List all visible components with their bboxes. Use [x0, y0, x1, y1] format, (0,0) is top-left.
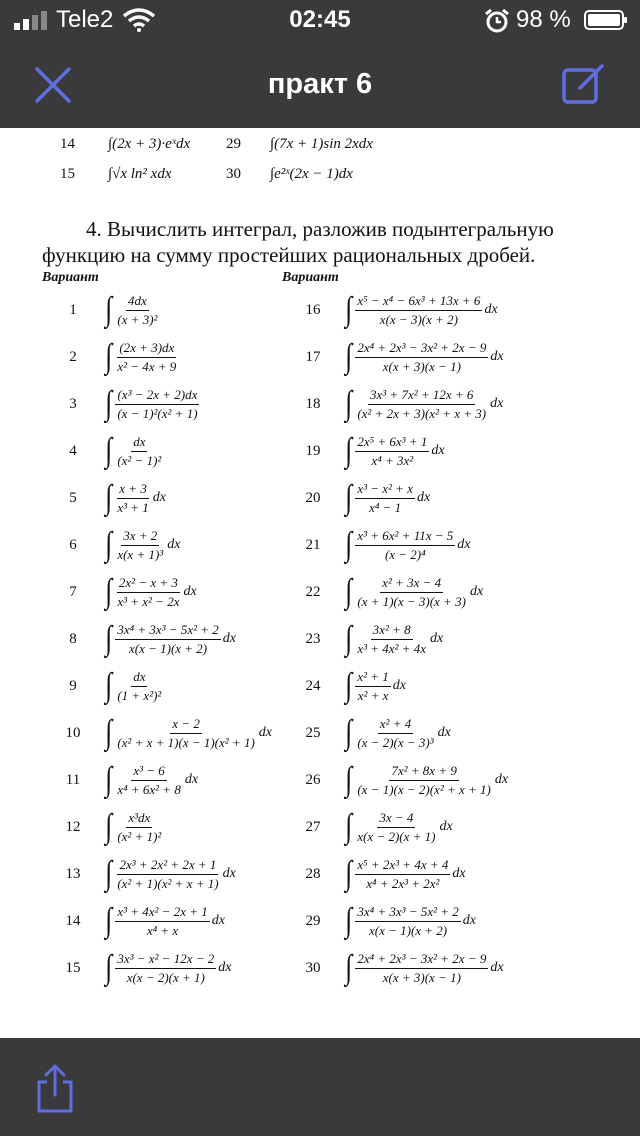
row-number: 29	[226, 136, 241, 152]
integral-expression	[104, 288, 159, 332]
integral-expression	[344, 288, 498, 332]
variant-number: 21	[305, 537, 321, 553]
integral-sign: ∫	[345, 902, 353, 939]
differential: dx	[490, 349, 504, 364]
fraction	[115, 622, 220, 657]
variant-number: 18	[305, 396, 321, 412]
fraction	[115, 716, 256, 751]
integral-sign: ∫	[345, 479, 353, 516]
numerator: x⁵ − x⁴ − 6x³ + 13x + 6	[355, 293, 482, 311]
denominator: x⁴ + x	[146, 922, 179, 938]
variant-number: 16	[305, 302, 321, 318]
variant-number: 3	[69, 396, 77, 412]
numerator: 3x⁴ + 3x³ − 5x² + 2	[355, 904, 460, 922]
variant-number: 28	[305, 866, 321, 882]
fraction	[355, 904, 460, 939]
fraction	[115, 763, 183, 798]
variant-number: 27	[305, 819, 321, 835]
numerator: (x³ − 2x + 2)dx	[115, 387, 199, 405]
denominator: x(x − 1)(x + 2)	[128, 640, 208, 656]
integral-sign: ∫	[105, 714, 113, 751]
differential: dx	[184, 772, 199, 787]
denominator: x⁴ + 2x³ + 2x²	[366, 875, 440, 891]
integral-expression	[344, 711, 451, 755]
integral-expression	[344, 664, 406, 708]
integral-sign: ∫	[105, 526, 113, 563]
denominator: x(x + 3)(x − 1)	[382, 358, 461, 374]
differential: dx	[437, 725, 451, 740]
variant-number: 4	[69, 443, 77, 459]
integral-sign: ∫	[105, 338, 113, 375]
numerator: x³ + 6x² + 11x − 5	[355, 528, 455, 546]
compose-icon[interactable]	[560, 62, 608, 106]
integral-expression	[344, 899, 476, 943]
numerator: x² + 3x − 4	[380, 575, 443, 593]
fraction	[355, 481, 415, 516]
row-number: 15	[60, 166, 75, 182]
task-heading	[42, 216, 612, 268]
integral-expression	[344, 476, 430, 520]
numerator: x⁵ + 2x³ + 4x + 4	[355, 857, 450, 875]
integral-sign: ∫	[345, 385, 353, 422]
integral-expression: ∫e²ˣ(2x − 1)dx	[270, 166, 353, 182]
variant-number: 11	[65, 772, 81, 788]
fraction	[115, 387, 199, 422]
numerator: 3x⁴ + 3x³ − 5x² + 2	[115, 622, 220, 640]
integral-expression	[104, 852, 236, 896]
variant-number: 12	[65, 819, 81, 835]
numerator: 2x² − x + 3	[117, 575, 180, 593]
variant-number: 2	[69, 349, 77, 365]
differential: dx	[183, 584, 197, 599]
variant-number: 30	[305, 960, 321, 976]
top-row-14	[60, 136, 373, 153]
denominator: (x − 1)²(x² + 1)	[117, 405, 198, 421]
variant-number: 29	[305, 913, 321, 929]
fraction	[355, 528, 455, 563]
differential: dx	[218, 960, 232, 975]
differential: dx	[416, 490, 431, 505]
integral-expression	[104, 382, 200, 426]
differential: dx	[462, 913, 476, 928]
integral-sign: ∫	[105, 667, 113, 704]
numerator: dx	[131, 434, 147, 452]
integral-sign: ∫	[105, 479, 113, 516]
fraction	[355, 434, 429, 469]
integral-sign: ∫	[345, 855, 353, 892]
denominator: x⁴ + 6x² + 8	[117, 781, 181, 797]
variant-number: 6	[69, 537, 77, 553]
integral-sign: ∫	[105, 808, 113, 845]
denominator: x(x − 3)(x + 2)	[379, 311, 458, 327]
fraction	[115, 340, 178, 375]
integral-expression	[344, 382, 503, 426]
denominator: (x + 3)²	[117, 311, 158, 327]
integral-expression	[344, 758, 508, 802]
fraction	[115, 810, 163, 845]
integral-expression: ∫√x ln² xdx	[108, 166, 172, 182]
fraction	[355, 763, 493, 798]
integral-sign: ∫	[345, 808, 353, 845]
integral-expression	[344, 805, 453, 849]
fraction	[355, 387, 488, 422]
integral-expression	[344, 335, 504, 379]
differential: dx	[494, 772, 509, 787]
integral-expression	[344, 946, 504, 990]
integral-expression	[104, 946, 231, 990]
fraction	[115, 857, 220, 892]
denominator: x(x − 2)(x + 1)	[126, 969, 205, 985]
differential: dx	[222, 631, 236, 646]
denominator: x(x + 1)³	[117, 546, 164, 562]
integral-sign: ∫	[345, 432, 353, 469]
numerator: 3x³ + 7x² + 12x + 6	[368, 387, 475, 405]
denominator: (x² + x + 1)(x − 1)(x² + 1)	[117, 734, 255, 750]
numerator: x + 3	[117, 481, 149, 499]
variant-number: 5	[69, 490, 77, 506]
integral-expression	[344, 852, 466, 896]
numerator: 3x² + 8	[371, 622, 413, 640]
numerator: 2x³ + 2x² + 2x + 1	[117, 857, 218, 875]
integral-sign: ∫	[345, 667, 353, 704]
denominator: x³ + 1	[117, 499, 149, 515]
numerator: x² + 4	[378, 716, 413, 734]
variant-number: 9	[69, 678, 77, 694]
integral-sign: ∫	[345, 620, 353, 657]
integral-sign: ∫	[105, 761, 113, 798]
integral-expression: ∫(2x + 3)·eˣdx	[108, 136, 191, 152]
differential: dx	[490, 396, 504, 411]
integral-sign: ∫	[345, 949, 353, 986]
variant-number: 17	[305, 349, 321, 365]
denominator: x³ + x² − 2x	[117, 593, 180, 609]
integral-sign: ∫	[345, 714, 353, 751]
bottom-toolbar	[0, 1038, 640, 1136]
variant-number: 13	[65, 866, 81, 882]
integral-sign: ∫	[105, 949, 113, 986]
variant-header-right: Вариант	[282, 270, 339, 285]
fraction	[355, 716, 435, 751]
fraction	[355, 810, 437, 845]
differential: dx	[469, 584, 484, 599]
integral-sign: ∫	[105, 432, 113, 469]
integral-expression	[104, 805, 163, 849]
denominator: (x² + 1)(x² + x + 1)	[117, 875, 219, 891]
fraction	[115, 293, 159, 328]
numerator: 4dx	[126, 293, 149, 311]
document-page	[0, 128, 640, 1038]
integral-expression	[104, 429, 163, 473]
numerator: x³ − 6	[131, 763, 166, 781]
differential: dx	[167, 537, 181, 552]
integral-expression: ∫(7x + 1)sin 2xdx	[270, 136, 373, 152]
fraction	[355, 857, 450, 892]
variant-number: 7	[69, 584, 77, 600]
variant-number: 1	[69, 302, 77, 318]
variant-number: 19	[305, 443, 321, 459]
task-line-2: функцию на сумму простейших рациональных дробей.	[42, 243, 536, 267]
numerator: 3x + 2	[121, 528, 159, 546]
numerator: 2x⁴ + 2x³ − 3x² + 2x − 9	[355, 340, 488, 358]
alarm-icon	[484, 8, 510, 34]
variant-number: 22	[305, 584, 321, 600]
variant-number: 15	[65, 960, 81, 976]
denominator: x(x + 3)(x − 1)	[382, 969, 461, 985]
integral-expression	[344, 429, 445, 473]
fraction	[355, 951, 488, 986]
variant-number: 14	[65, 913, 81, 929]
differential: dx	[484, 302, 498, 317]
numerator: x³ − x² + x	[355, 481, 415, 499]
denominator: (1 + x²)²	[117, 687, 162, 703]
status-bar	[0, 0, 640, 40]
denominator: x(x − 1)(x + 2)	[368, 922, 448, 938]
denominator: (x − 2)⁴	[384, 546, 426, 562]
denominator: x³ + 4x² + 4x	[357, 640, 426, 656]
denominator: x(x − 2)(x + 1)	[357, 828, 436, 844]
integral-expression	[344, 523, 471, 567]
integral-sign: ∫	[345, 761, 353, 798]
integral-sign: ∫	[345, 338, 353, 375]
battery-percent: 98 %	[516, 6, 571, 33]
differential: dx	[211, 913, 225, 928]
differential: dx	[392, 678, 406, 693]
numerator: dx	[131, 669, 147, 687]
fraction	[115, 575, 181, 610]
variant-number: 26	[305, 772, 321, 788]
integral-expression	[104, 335, 178, 379]
integral-sign: ∫	[345, 291, 353, 328]
integral-sign: ∫	[105, 855, 113, 892]
denominator: x⁴ + 3x²	[371, 452, 414, 468]
fraction	[115, 951, 216, 986]
integral-expression	[104, 758, 198, 802]
integral-sign: ∫	[345, 526, 353, 563]
top-bar	[0, 0, 640, 128]
nav-bar	[0, 40, 640, 128]
differential: dx	[152, 490, 166, 505]
denominator: x² + x	[357, 687, 389, 703]
differential: dx	[258, 725, 272, 740]
denominator: x² − 4x + 9	[117, 358, 177, 374]
numerator: 2x⁵ + 6x³ + 1	[355, 434, 429, 452]
numerator: 3x − 4	[377, 810, 415, 828]
fraction	[355, 293, 482, 328]
fraction	[115, 434, 163, 469]
variant-number: 24	[305, 678, 321, 694]
integral-sign: ∫	[105, 902, 113, 939]
variant-number: 20	[305, 490, 321, 506]
integral-expression	[344, 617, 443, 661]
numerator: (2x + 3)dx	[117, 340, 176, 358]
differential: dx	[439, 819, 453, 834]
fraction	[115, 669, 163, 704]
denominator: (x² + 2x + 3)(x² + x + 3)	[357, 405, 487, 421]
differential: dx	[490, 960, 504, 975]
numerator: x³ + 4x² − 2x + 1	[115, 904, 209, 922]
variant-number: 25	[305, 725, 321, 741]
differential: dx	[457, 537, 471, 552]
differential: dx	[429, 631, 444, 646]
top-row-15	[60, 166, 353, 183]
battery-icon	[584, 10, 628, 30]
differential: dx	[452, 866, 466, 881]
differential: dx	[431, 443, 445, 458]
integral-sign: ∫	[105, 385, 113, 422]
row-number: 14	[60, 136, 75, 152]
denominator: (x − 2)(x − 3)³	[357, 734, 434, 750]
variant-number: 10	[65, 725, 81, 741]
fraction	[355, 575, 468, 610]
fraction	[115, 904, 209, 939]
integral-expression	[344, 570, 483, 614]
numerator: 3x³ − x² − 12x − 2	[115, 951, 216, 969]
integral-sign: ∫	[105, 620, 113, 657]
numerator: 7x² + 8x + 9	[389, 763, 458, 781]
integral-sign: ∫	[345, 573, 353, 610]
denominator: (x − 1)(x − 2)(x² + x + 1)	[357, 781, 491, 797]
page-title: практ 6	[267, 68, 373, 100]
fraction	[115, 481, 150, 516]
fraction	[355, 622, 428, 657]
task-line-1: 4. Вычислить интеграл, разложив подынтегральную	[86, 217, 554, 241]
integral-sign: ∫	[105, 573, 113, 610]
denominator: (x + 1)(x − 3)(x + 3)	[357, 593, 466, 609]
variant-number: 23	[305, 631, 321, 647]
denominator: (x² + 1)²	[117, 828, 162, 844]
variant-number: 8	[69, 631, 77, 647]
variant-header-left: Вариант	[42, 270, 99, 285]
integral-expression	[104, 664, 163, 708]
carrier-name: Tele2	[56, 6, 114, 33]
numerator: x² + 1	[355, 669, 390, 687]
integral-sign: ∫	[105, 291, 113, 328]
integral-expression	[104, 899, 225, 943]
fraction	[115, 528, 165, 563]
fraction	[355, 669, 390, 704]
numerator: 2x⁴ + 2x³ − 3x² + 2x − 9	[355, 951, 488, 969]
fraction	[355, 340, 488, 375]
integral-expression	[104, 711, 272, 755]
integral-expression	[104, 617, 236, 661]
share-icon[interactable]	[34, 1064, 76, 1114]
clock: 02:45	[289, 6, 351, 33]
integral-expression	[104, 570, 197, 614]
row-number: 30	[226, 166, 241, 182]
denominator: x⁴ − 1	[369, 499, 402, 515]
differential: dx	[222, 866, 236, 881]
integral-expression	[104, 523, 180, 567]
integral-expression	[104, 476, 166, 520]
numerator: x − 2	[170, 716, 202, 734]
denominator: (x² − 1)²	[117, 452, 162, 468]
numerator: x³dx	[126, 810, 152, 828]
